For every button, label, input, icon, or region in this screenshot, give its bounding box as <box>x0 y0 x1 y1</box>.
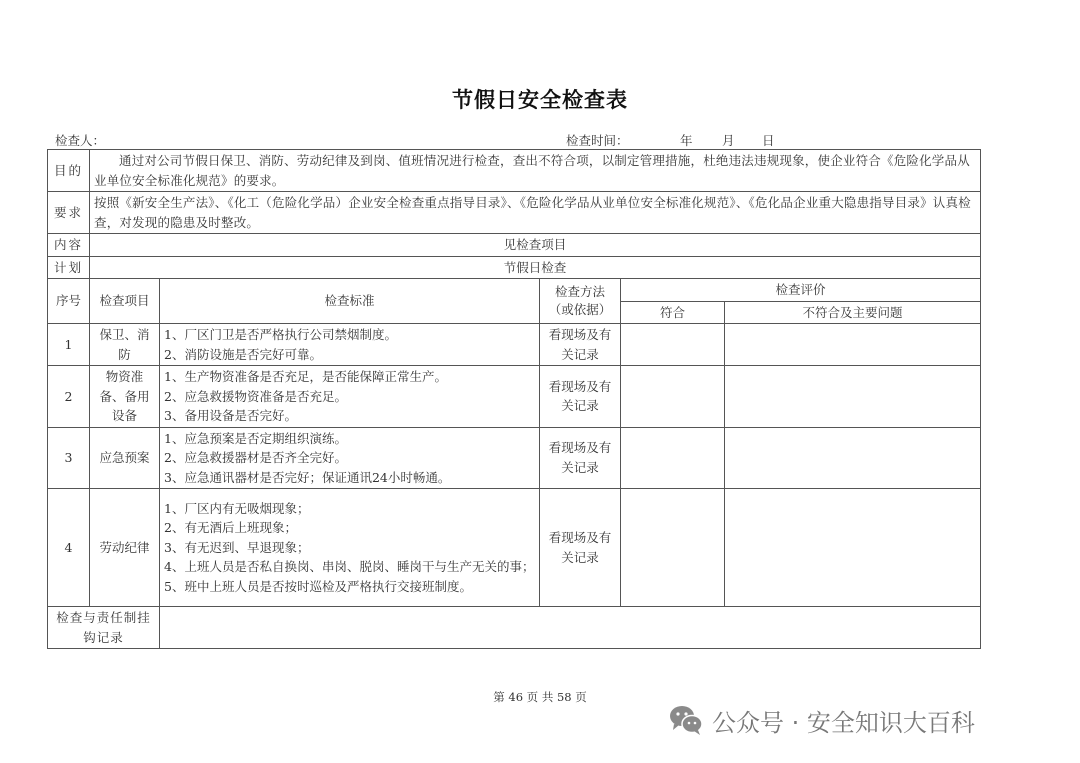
watermark <box>668 700 975 740</box>
table-row <box>48 427 981 489</box>
standard-line: 1、厂区门卫是否严格执行公司禁烟制度。 <box>164 327 397 342</box>
inspection-time <box>566 131 774 149</box>
header-nonconform: 不符合及主要问题 <box>725 301 981 324</box>
inspection-table <box>47 149 981 649</box>
row-nonconform-cell[interactable] <box>725 427 981 489</box>
header-standard: 检查标准 <box>160 279 540 324</box>
row-item: 应急预案 <box>90 427 160 489</box>
page-number: 第 46 页 共 58 页 <box>493 690 587 704</box>
plan-row <box>48 256 981 279</box>
standard-line: 2、消防设施是否完好可靠。 <box>164 346 322 362</box>
row-item: 物资准备、备用设备 <box>90 366 160 428</box>
row-method: 看现场及有关记录 <box>540 324 621 366</box>
requirement-text: 按照《新安全生产法》、《化工（危险化学品）企业安全检查重点指导目录》、《危险化学品从业单位安全标准化规范》、《危化品企业重大隐患指导目录》认真检查，对发现的隐患及时整改。 <box>90 192 981 234</box>
standard-line: 2、有无酒后上班现象； <box>164 520 297 536</box>
purpose-row <box>48 150 981 192</box>
row-method: 看现场及有关记录 <box>540 489 621 607</box>
row-method: 看现场及有关记录 <box>540 366 621 428</box>
month-label: 月 <box>721 133 735 148</box>
row-conform-cell[interactable] <box>621 427 725 489</box>
record-value-cell[interactable] <box>160 607 981 649</box>
row-item: 劳动纪律 <box>90 489 160 607</box>
header-no: 序号 <box>48 279 90 324</box>
row-item: 保卫、消防 <box>90 324 160 366</box>
row-conform-cell[interactable] <box>621 366 725 428</box>
purpose-label: 目的 <box>48 150 90 192</box>
standard-line: 4、上班人员是否私自换岗、串岗、脱岗、睡岗干与生产无关的事； <box>164 559 535 575</box>
row-no: 4 <box>48 489 90 607</box>
requirement-row <box>48 192 981 234</box>
standard-line: 3、备用设备是否完好。 <box>164 408 297 423</box>
record-label: 检查与责任制挂钩记录 <box>48 607 160 649</box>
day-label: 日 <box>761 133 775 148</box>
requirement-label: 要求 <box>48 192 90 234</box>
content-label: 内容 <box>48 234 90 257</box>
row-no: 1 <box>48 324 90 366</box>
document-title: 节假日安全检查表 <box>452 87 628 112</box>
wechat-icon <box>668 703 704 737</box>
content-value: 见检查项目 <box>90 234 981 257</box>
standard-line: 1、厂区内有无吸烟现象； <box>164 500 310 516</box>
plan-label: 计划 <box>48 256 90 279</box>
row-nonconform-cell[interactable] <box>725 489 981 607</box>
row-method: 看现场及有关记录 <box>540 427 621 489</box>
standard-line: 1、应急预案是否定期组织演练。 <box>164 430 347 446</box>
watermark-text: 公众号 · 安全知识大百科 <box>712 708 975 737</box>
header-row <box>48 279 981 302</box>
table-row <box>48 324 981 366</box>
record-row <box>48 607 981 649</box>
header-method-line2: （或依据） <box>548 302 612 317</box>
table-row <box>48 366 981 428</box>
row-no: 2 <box>48 366 90 428</box>
table-row <box>48 489 981 607</box>
purpose-text: 通过对公司节假日保卫、消防、劳动纪律及到岗、值班情况进行检查，查出不符合项，以制定管理措施，杜绝违法违规现象，使企业符合《危险化学品从业单位安全标准化规范》的要求。 <box>90 150 981 192</box>
header-method-line1: 检查方法 <box>554 284 605 299</box>
row-no: 3 <box>48 427 90 489</box>
header-evaluation: 检查评价 <box>621 279 981 302</box>
inspection-time-label: 检查时间： <box>566 133 629 148</box>
row-nonconform-cell[interactable] <box>725 324 981 366</box>
row-standards <box>160 324 540 366</box>
standard-line: 2、应急救援物资准备是否充足。 <box>164 388 347 404</box>
inspector-label: 检查人： <box>55 133 106 148</box>
row-standards <box>160 489 540 607</box>
header-method <box>540 279 621 324</box>
row-standards <box>160 366 540 428</box>
header-conform: 符合 <box>621 301 725 324</box>
standard-line: 2、应急救援器材是否齐全完好。 <box>164 450 347 465</box>
row-standards <box>160 427 540 489</box>
standard-line: 3、应急通讯器材是否完好；保证通讯24小时畅通。 <box>164 469 451 485</box>
plan-value: 节假日检查 <box>90 256 981 279</box>
standard-line: 1、生产物资准备是否充足，是否能保障正常生产。 <box>164 369 447 384</box>
row-conform-cell[interactable] <box>621 324 725 366</box>
row-nonconform-cell[interactable] <box>725 366 981 428</box>
standard-line: 3、有无迟到、早退现象； <box>164 539 310 555</box>
header-item: 检查项目 <box>90 279 160 324</box>
standard-line: 5、班中上班人员是否按时巡检及严格执行交接班制度。 <box>164 578 472 594</box>
row-conform-cell[interactable] <box>621 489 725 607</box>
year-label: 年 <box>679 133 693 148</box>
content-row <box>48 234 981 257</box>
